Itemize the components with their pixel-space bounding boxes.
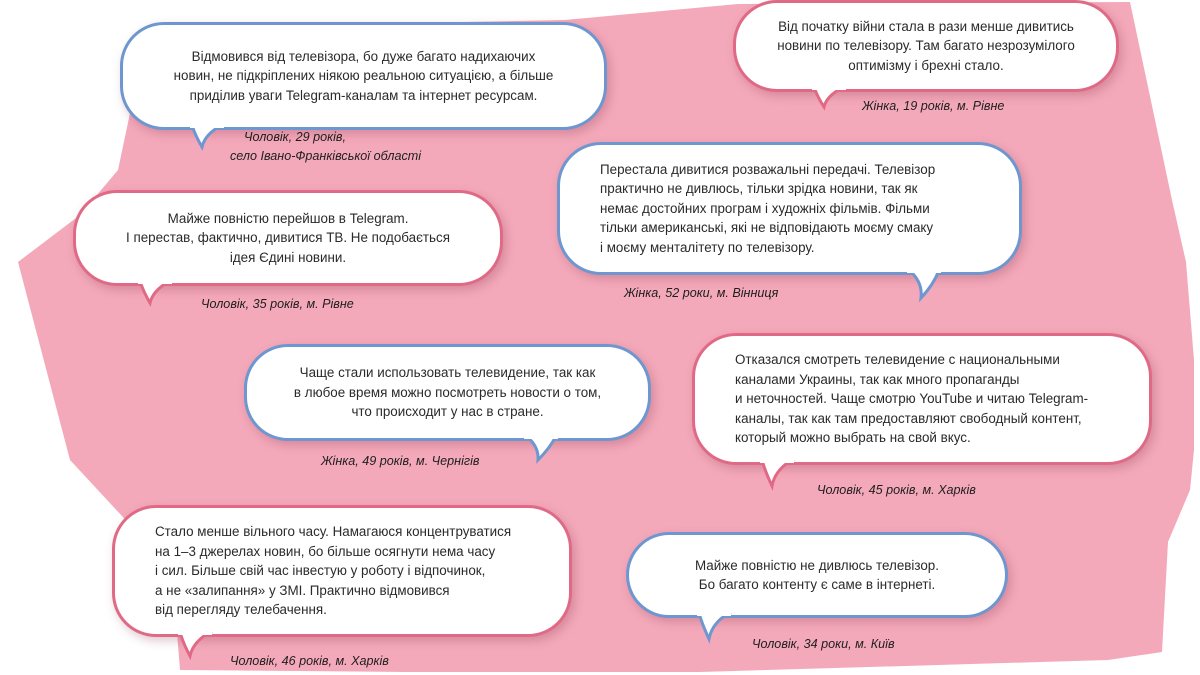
quote-signature-6: Чоловік, 45 років, м. Харків [817, 483, 976, 497]
quote-text-6: Отказался смотреть телевидение с национальными каналами Украины, так как много пропаганды и неточностей. Чаще смотрю YouTube и читаю Telegram- каналы, так как там предоставляют свободный контент, который можно выбрать на свой вкус. [735, 352, 1089, 446]
quote-signature-5: Жінка, 49 років, м. Чернігів [321, 454, 480, 468]
quote-text-8: Майже повністю не дивлюсь телевізор. Бо багато контенту є саме в інтернеті. [695, 557, 939, 592]
quote-text-3: Майже повністю перейшов в Telegram. І перестав, фактично, дивитися ТВ. Не подобається ідея Єдині новини. [126, 210, 450, 265]
bubble-tail-4 [905, 270, 945, 304]
quote-bubble-2 [733, 0, 1119, 92]
quote-text-5: Чаще стали использовать телевидение, так как в любое время можно посмотреть новости о том, что происходит у нас в стране. [293, 365, 602, 420]
bubble-tail-1 [190, 125, 230, 151]
quote-text-2: Від початку війни стала в рази менше дивитись новини по телевізору. Там багато незрозумілого оптимізму і брехні стало. [777, 18, 1075, 73]
bubble-tail-6 [760, 460, 800, 492]
quote-signature-4: Жінка, 52 роки, м. Вінниця [624, 286, 779, 300]
bubble-tail-7 [178, 632, 218, 662]
quote-text-1: Відмовився від телевізора, бо дуже багато надихаючих новин, не підкріплених ніякою реальною ситуацією, а більше приділив уваги Telegram-каналам та інтернет ресурсам. [173, 48, 554, 103]
quote-bubble-1 [120, 22, 607, 130]
bubble-tail-2 [812, 87, 852, 111]
quote-bubble-3 [73, 190, 503, 286]
quote-signature-8: Чоловік, 34 роки, м. Київ [752, 637, 895, 651]
quote-bubble-5 [244, 344, 651, 441]
quote-signature-2: Жінка, 19 років, м. Рівне [862, 99, 1005, 113]
quote-signature-1 [230, 128, 422, 166]
quote-text-4: Перестала дивитися розважальні передачі. Телевізор практично не дивлюсь, тільки зрідка новини, так як немає достойних програм і художніх фільмів. Фільми тільки американські, які не відповідають моєму смаку і моєму менталітету по телевізору. [600, 161, 936, 255]
quote-signature-3: Чоловік, 35 років, м. Рівне [201, 297, 354, 311]
quote-bubble-4 [557, 142, 1022, 275]
quote-bubble-6 [692, 333, 1152, 465]
signature-line-1b: село Івано-Франківської області [230, 149, 422, 163]
quote-bubble-7 [112, 505, 572, 637]
bubble-tail-8 [697, 613, 737, 645]
quote-signature-7: Чоловік, 46 років, м. Харків [230, 654, 389, 668]
signature-line-1a: Чоловік, 29 років, [244, 130, 346, 144]
bubble-tail-3 [138, 281, 178, 307]
quote-bubble-8 [626, 532, 1008, 618]
quote-text-7: Стало менше вільного часу. Намагаюся концентруватися на 1–3 джерелах новин, бо більше осягнути нема часу і сил. Більше свій час інвестую у роботу і відпочинок, а не «залипання» у ЗМІ. Практично відмовився від перегляду телебачення. [155, 524, 512, 618]
bubble-tail-5 [522, 436, 562, 466]
